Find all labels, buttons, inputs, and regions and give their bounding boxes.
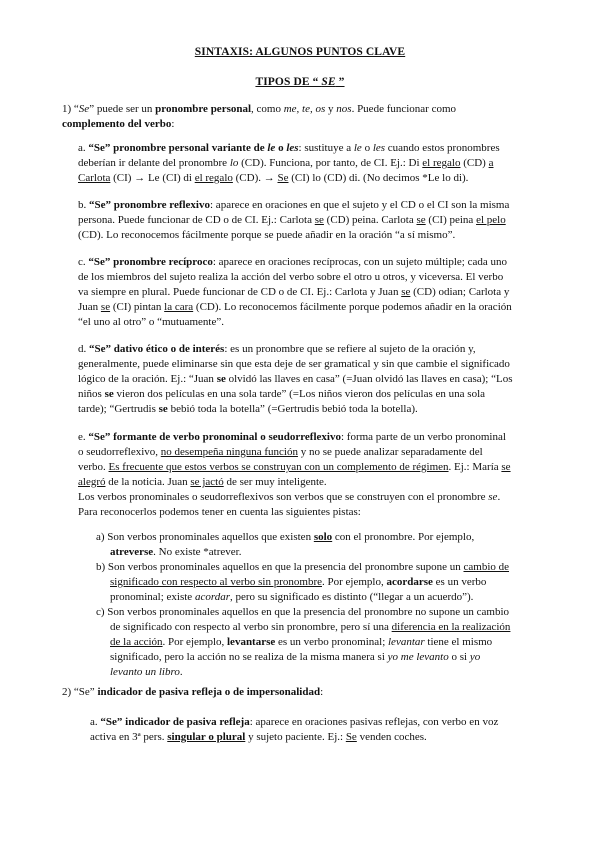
text-line: Los verbos pronominales o seudorreflexivos son verbos que se construyen con el pronombre se. bbox=[78, 491, 501, 503]
section-subtitle: TIPOS DE “ SE ” bbox=[255, 76, 345, 88]
paragraph-a bbox=[78, 141, 562, 186]
text-line: d. “Se” dativo ético o de interés: es un pronombre que se refiere al sujeto de la oración y, bbox=[78, 343, 476, 355]
paragraph-2a bbox=[90, 715, 562, 745]
clue-c bbox=[96, 605, 562, 680]
text-line: deberían ir delante del pronombre lo (CD). Funciona, por tanto, de CI. Ej.: Di el regalo (CD) a bbox=[78, 157, 494, 169]
text-line: c. “Se” pronombre recíproco: aparece en oraciones recíprocas, con un sujeto múltiple; cada uno bbox=[78, 256, 507, 268]
text-line: Para reconocerlos podemos tener en cuenta las siguientes pistas: bbox=[78, 506, 361, 518]
text-line: complemento del verbo: bbox=[62, 118, 175, 130]
text-line: b. “Se” pronombre reflexivo: aparece en oraciones en que el sujeto y el CD o el CI son la misma bbox=[78, 199, 510, 211]
text-line: b) Son verbos pronominales aquellos en que la presencia del pronombre supone un cambio de bbox=[96, 561, 510, 573]
text-line: va siempre en plural. Puede funcionar de CD o de CI. Ej.: Carlota y Juan se (CD) odian; Carlota y bbox=[78, 286, 510, 298]
text-line: de significado con respecto al verbo sin pronombre, pero sí una diferencia en la realización bbox=[110, 621, 511, 633]
text-line: niños se vieron dos películas en una sola tarde” (=Los niños vieron dos películas en una sola bbox=[78, 388, 486, 400]
text-line: generalmente, puede eliminarse sin que esta deje de ser gramatical y sin que cambie el significado bbox=[78, 358, 510, 370]
text-line: tarde); “Gertrudis se bebió toda la botella” (=Gertrudis bebió toda la botella). bbox=[78, 403, 418, 415]
text-line: alegró de la noticia. Juan se jactó de ser muy inteligente. bbox=[78, 476, 327, 488]
text-line: persona. Puede funcionar de CD o de CI. Ej.: Carlota se (CD) peina. Carlota se (CI) peina el pelo bbox=[78, 214, 506, 226]
text-line: a. “Se” indicador de pasiva refleja: aparece en oraciones pasivas reflejas, con verbo en voz bbox=[90, 716, 499, 728]
text-line: c) Son verbos pronominales aquellos en que la presencia del pronombre no supone un cambio bbox=[96, 606, 509, 618]
text-line: (CD). Lo reconocemos fácilmente porque se puede añadir en la oración “a sí mismo”. bbox=[78, 229, 456, 241]
text-line: significado, pero la acción no se realiza de la misma manera si yo me levanto o si yo bbox=[110, 651, 481, 663]
text-line: pronominal; existe acordar, pero su significado es distinto (“llegar a un acuerdo”). bbox=[110, 591, 474, 603]
paragraph-1 bbox=[62, 102, 562, 132]
paragraph-b bbox=[78, 198, 562, 243]
text-line: e. “Se” formante de verbo pronominal o seudorreflexivo: forma parte de un verbo pronominal bbox=[78, 431, 506, 443]
paragraph-e-note bbox=[78, 490, 562, 520]
text-line: lógico de la oración. Ej.: “Juan se olvidó las llaves en casa” (=Juan olvidó las llaves en casa); “Los bbox=[78, 373, 513, 385]
text-line: significado con respecto al verbo sin pronombre. Por ejemplo, acordarse es un verbo bbox=[110, 576, 487, 588]
paragraph-d bbox=[78, 342, 562, 417]
clue-b bbox=[96, 560, 562, 605]
clue-a bbox=[96, 530, 562, 560]
text-line: “el uno al otro” o “mutuamente”. bbox=[78, 316, 224, 328]
paragraph-e bbox=[78, 430, 562, 490]
text-line: 2) “Se” indicador de pasiva refleja o de impersonalidad: bbox=[62, 686, 324, 698]
text-line: a) Son verbos pronominales aquellos que existen solo con el pronombre. Por ejemplo, bbox=[96, 531, 475, 543]
text-line: 1) “Se” puede ser un pronombre personal, como me, te, os y nos. Puede funcionar como bbox=[62, 103, 457, 115]
text-line: levanto un libro. bbox=[110, 666, 183, 678]
paragraph-2 bbox=[62, 685, 562, 700]
text-line: verbo. Es frecuente que estos verbos se construyan con un complemento de régimen. Ej.: María se bbox=[78, 461, 511, 473]
text-line: o seudorreflexivo, no desempeña ninguna función y no se puede analizar separadamente del bbox=[78, 446, 483, 458]
paragraph-c bbox=[78, 255, 562, 330]
text-line: a. “Se” pronombre personal variante de le o les: sustituye a le o les cuando estos pronombres bbox=[78, 142, 500, 154]
text-line: activa en 3ª pers. singular o plural y sujeto paciente. Ej.: Se venden coches. bbox=[90, 731, 427, 743]
text-line: atreverse. No existe *atrever. bbox=[110, 546, 242, 558]
document-title: SINTAXIS: ALGUNOS PUNTOS CLAVE bbox=[194, 46, 406, 58]
text-line: de la acción. Por ejemplo, levantarse es un verbo pronominal; levantar tiene el mismo bbox=[110, 636, 493, 648]
text-line: de los miembros del sujeto realiza la acción del verbo sobre el otro u otros, y viceversa. El verbo bbox=[78, 271, 504, 283]
text-line: Juan se (CI) pintan la cara (CD). Lo reconocemos fácilmente porque podemos añadir en la oración bbox=[78, 301, 512, 313]
text-line: Carlota (CI) → Le (CI) di el regalo (CD). → Se (CI) lo (CD) di. (No decimos *Le lo di). bbox=[78, 172, 469, 184]
